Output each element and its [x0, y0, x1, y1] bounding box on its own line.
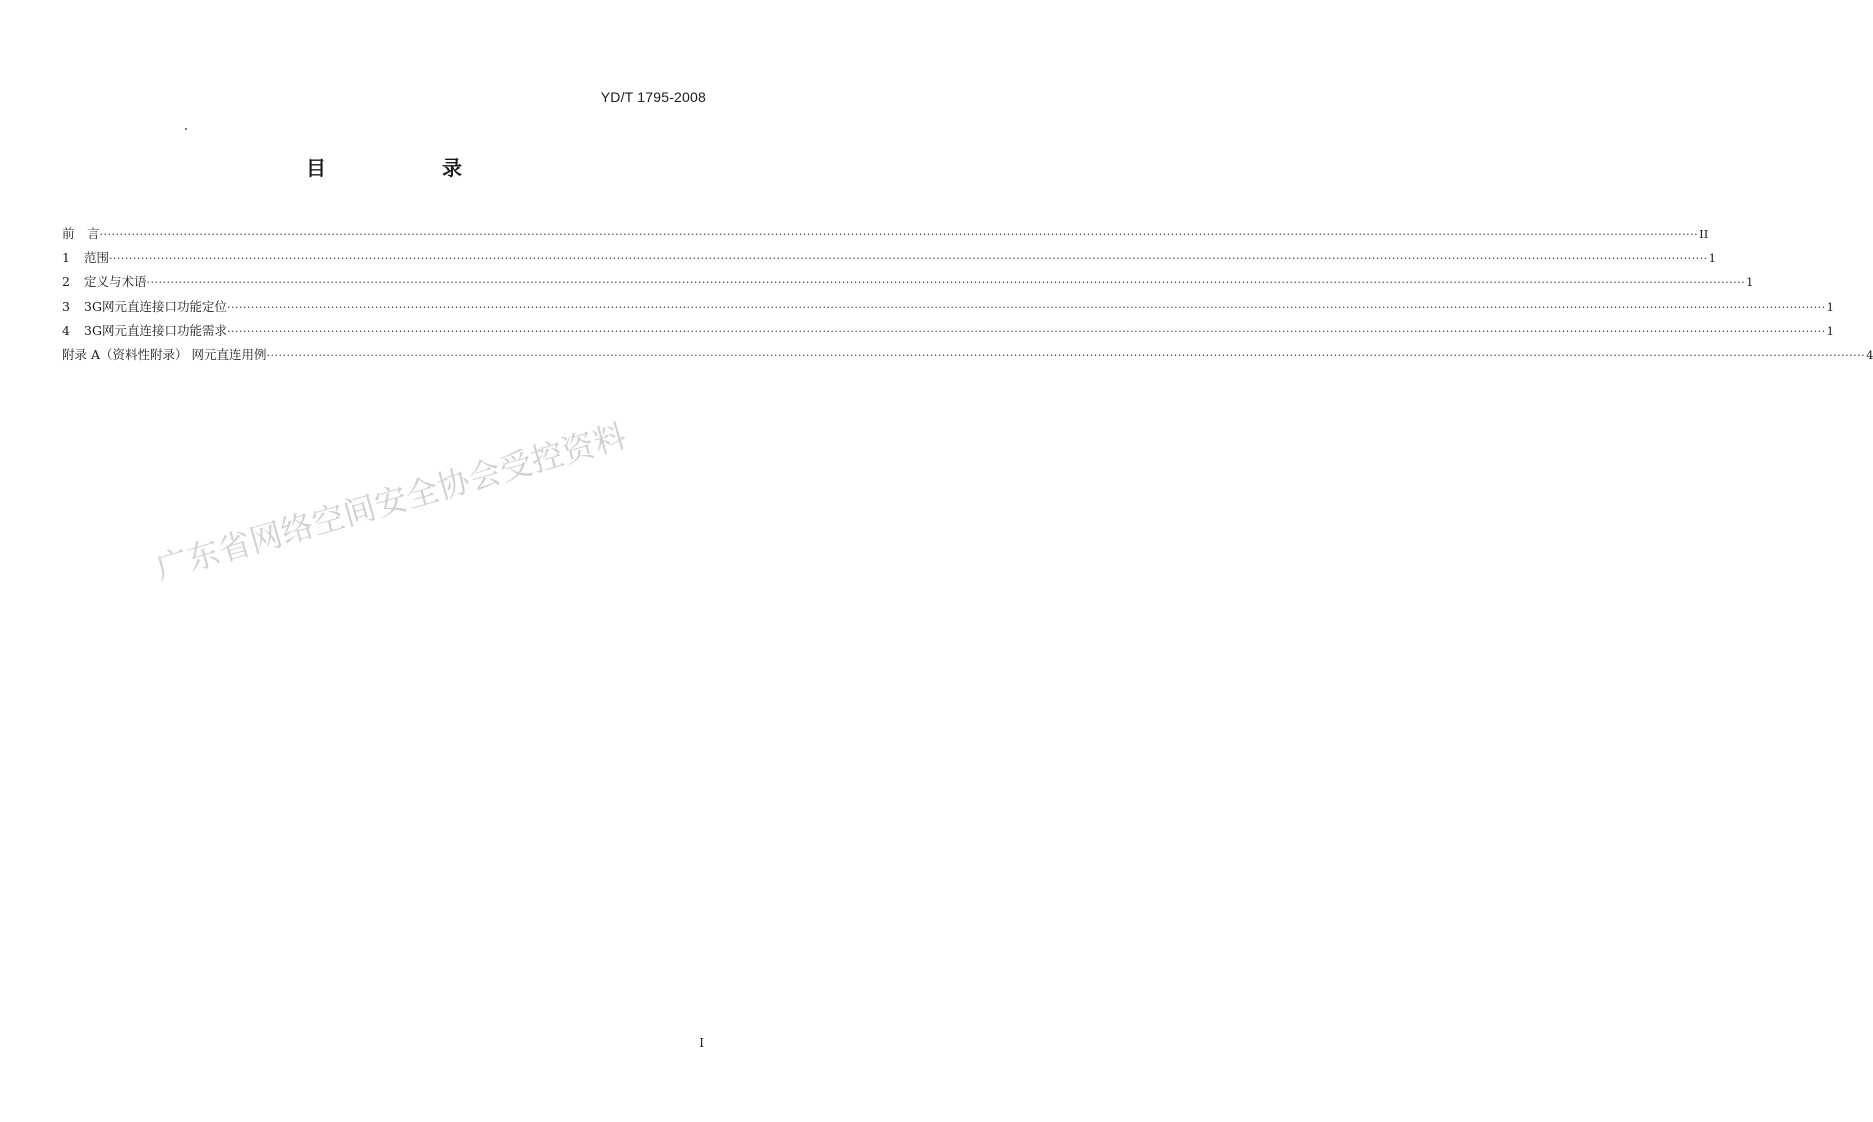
toc-entry-label: 前 言 [62, 226, 100, 241]
toc-entry-label: 范围 [84, 250, 110, 266]
page-number: I [699, 1036, 704, 1050]
toc-entry-page: II [1699, 227, 1709, 241]
toc-entry-number: 4 [62, 322, 70, 338]
toc-entry-number: 1 [62, 250, 70, 266]
toc-entry-scope[interactable] [62, 246, 1716, 270]
toc-entry-page: 1 [1708, 251, 1716, 266]
toc-entry-page: 1 [1826, 323, 1834, 338]
toc-title: 目 录 [306, 156, 510, 180]
toc-leader-dots: ················································································································································································································································································································································································································ [109, 252, 1708, 266]
watermark: 广东省网络空间安全协会受控资料 [151, 416, 631, 588]
toc-entry-label: 定义与术语 [84, 274, 147, 290]
toc-entry-page: 1 [1746, 275, 1754, 290]
toc-entry-foreword[interactable] [62, 222, 1709, 246]
toc-leader-dots: ················································································································································································································································································································································································································ [226, 300, 1826, 314]
table-of-contents [62, 222, 1873, 367]
toc-leader-dots: ················································································································································································································································································································································································································ [99, 228, 1699, 241]
toc-leader-dots: ················································································································································································································································································································································································································ [226, 324, 1826, 338]
toc-entry-number: 3 [62, 298, 70, 314]
toc-entry-label: 3G网元直连接口功能需求 [84, 322, 227, 338]
toc-entry-label: 附录 A（资料性附录） 网元直连用例 [62, 346, 267, 362]
toc-entry-interface-positioning[interactable] [62, 295, 1834, 319]
toc-entry-page: 1 [1826, 299, 1834, 314]
toc-leader-dots: ················································································································································································································································································································································································································ [146, 276, 1746, 290]
toc-entry-appendix-a[interactable] [62, 343, 1873, 367]
toc-leader-dots: ················································································································································································································································································································································································································ [266, 348, 1866, 362]
toc-entry-interface-requirements[interactable] [62, 319, 1834, 343]
toc-entry-page: 4 [1866, 347, 1873, 362]
toc-entry-definitions[interactable] [62, 270, 1754, 294]
scan-speck [185, 128, 187, 130]
toc-entry-label: 3G网元直连接口功能定位 [84, 298, 227, 314]
toc-entry-number: 2 [62, 274, 70, 290]
document-code: YD/T 1795-2008 [600, 89, 706, 105]
